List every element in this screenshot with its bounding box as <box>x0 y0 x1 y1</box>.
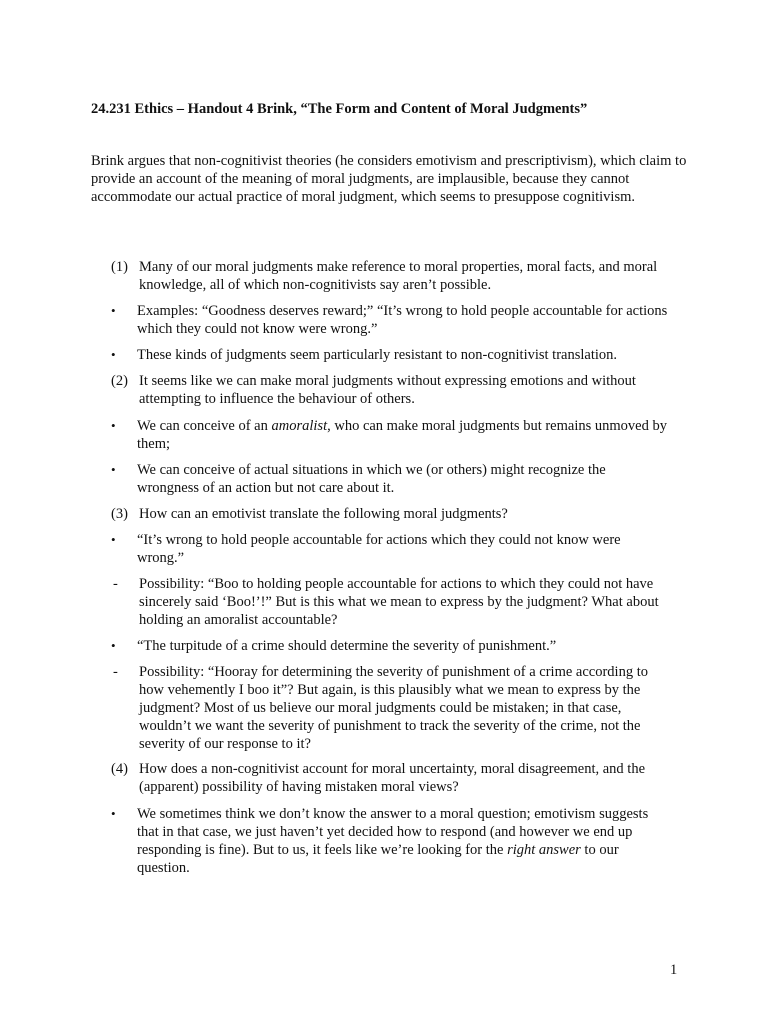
bullet-text: These kinds of judgments seem particularly resistant to non-cognitivist translation. <box>137 347 618 363</box>
point-1 <box>111 258 683 294</box>
emphasis-amoralist: amoralist <box>271 418 328 434</box>
bullet-marker: • <box>111 638 116 653</box>
bullet-actual-situations <box>111 461 651 497</box>
point-text: It seems like we can make moral judgments without expressing emotions and without attempting to influence the behaviour of others. <box>139 373 636 407</box>
bullet-text: We sometimes think we don’t know the answer to a moral question; emotivism suggests that in that case, we just haven’t yet decided how to respond (and however we end up responding is fine). But to us, it feels like we’re looking for the right answer to our question. <box>137 806 649 876</box>
point-2 <box>111 372 671 408</box>
bullet-text: Examples: “Goodness deserves reward;” “It’s wrong to hold people accountable for actions which they could not know were wrong.” <box>137 303 668 337</box>
dash-text: Possibility: “Boo to holding people accountable for actions to which they could not have sincerely said ‘Boo!’!” But is this what we mean to express by the judgment? What about holding an amoralist accountable? <box>139 576 659 628</box>
point-marker: (4) <box>111 761 128 777</box>
point-4 <box>111 760 671 796</box>
dash-marker: - <box>113 664 118 680</box>
bullet-text: “It’s wrong to hold people accountable for actions which they could not know were wrong.” <box>137 532 621 566</box>
bullet-wrong-to-hold <box>111 531 651 567</box>
bullet-marker: • <box>111 303 116 318</box>
dash-possibility-boo <box>113 575 683 629</box>
dash-marker: - <box>113 576 118 592</box>
point-marker: (3) <box>111 506 128 522</box>
point-marker: (1) <box>111 259 128 275</box>
bullet-turpitude <box>111 637 671 655</box>
point-text: Many of our moral judgments make reference to moral properties, moral facts, and moral knowledge, all of which non-cognitivists say aren’t possible. <box>139 259 658 293</box>
point-marker: (2) <box>111 373 128 389</box>
bullet-resistant <box>111 346 671 364</box>
dash-possibility-hooray <box>113 663 675 753</box>
emphasis-right-answer: right answer <box>507 842 581 858</box>
bullet-text: We can conceive of actual situations in which we (or others) might recognize the wrongness of an action but not care about it. <box>137 462 606 496</box>
bullet-marker: • <box>111 418 116 433</box>
dash-text: Possibility: “Hooray for determining the severity of punishment of a crime according to how vehemently I boo it”? But again, is this plausibly what we mean to express by the judgment? Most of us believe our moral judgments could be mistaken; in that case, wouldn’t we want the severity of punishment to track the severity of the crime, not the severity of our response to it? <box>139 664 648 752</box>
bullet-marker: • <box>111 462 116 477</box>
bullet-amoralist <box>111 417 671 453</box>
document-title: 24.231 Ethics – Handout 4 Brink, “The Form and Content of Moral Judgments” <box>91 101 588 117</box>
bullet-examples <box>111 302 671 338</box>
point-text: How does a non-cognitivist account for moral uncertainty, moral disagreement, and the (apparent) possibility of having mistaken moral views? <box>139 761 645 795</box>
point-3 <box>111 505 671 523</box>
bullet-right-answer <box>111 805 671 877</box>
point-text: How can an emotivist translate the following moral judgments? <box>139 506 508 522</box>
bullet-marker: • <box>111 347 116 362</box>
bullet-text: “The turpitude of a crime should determine the severity of punishment.” <box>137 638 557 654</box>
bullet-marker: • <box>111 806 116 821</box>
bullet-marker: • <box>111 532 116 547</box>
bullet-text: We can conceive of an amoralist, who can make moral judgments but remains unmoved by them; <box>137 418 667 452</box>
intro-paragraph: Brink argues that non-cognitivist theories (he considers emotivism and prescriptivism), which claim to provide an account of the meaning of moral judgments, are implausible, because they cannot accommodate our actual practice of moral judgment, which seems to presuppose cognitivism. <box>91 153 687 205</box>
page-number: 1 <box>670 962 678 978</box>
